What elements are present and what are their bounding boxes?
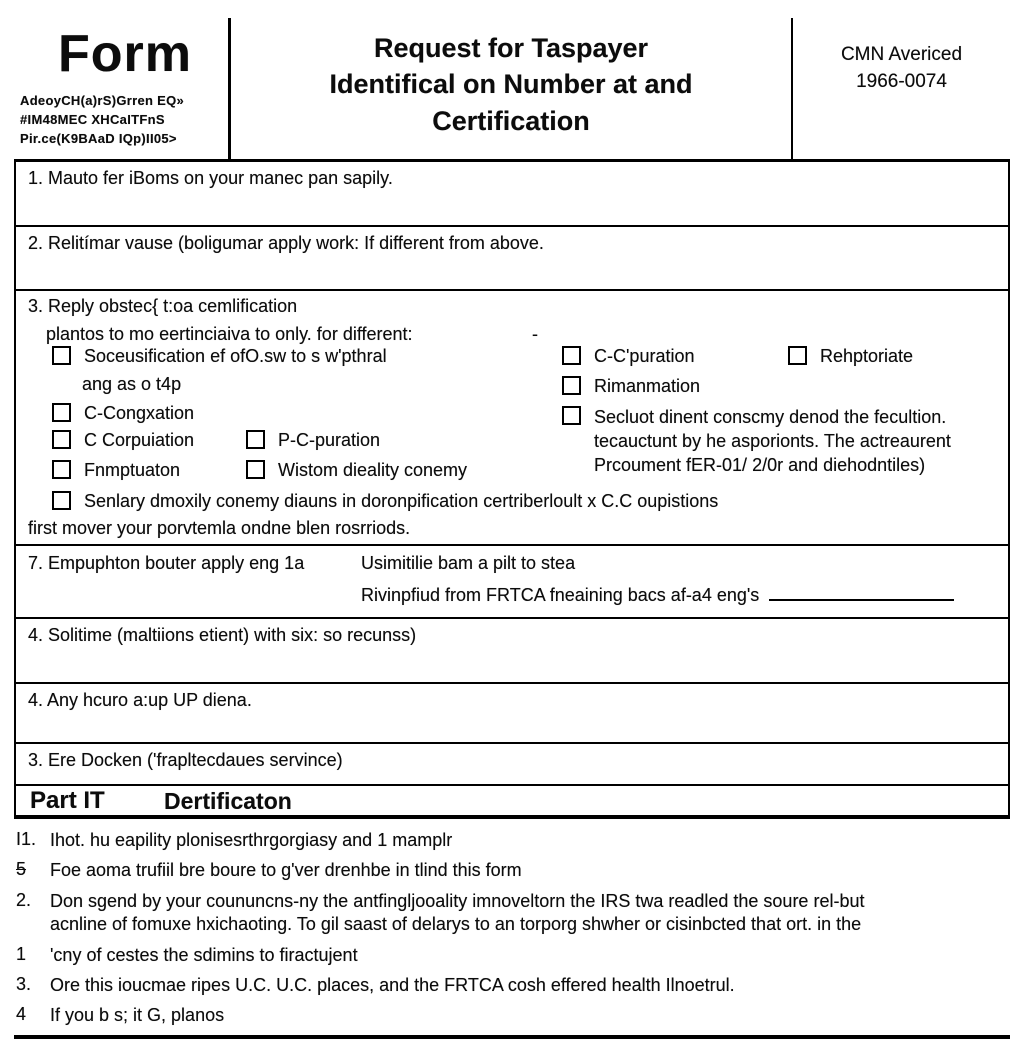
partnership-checkbox-label: P-C-puration (278, 430, 381, 450)
certification-item (14, 944, 1010, 967)
other-checkbox[interactable] (562, 406, 581, 425)
address-row (14, 619, 1010, 684)
cert-item-number: 4 (16, 1004, 27, 1025)
llc-checkbox-label: Wistom dieality conemy (278, 460, 468, 480)
business-name-row (14, 227, 1010, 291)
business-name-input-area[interactable] (16, 255, 1008, 289)
certification-item (14, 890, 1010, 937)
omb-line-1: CMN Avericed (840, 44, 963, 65)
business-name-row-label: 2. Relitímar vause (boligumar apply work: If different from above. (28, 233, 544, 253)
estate-checkbox[interactable] (562, 376, 581, 395)
form-sub-line-2: #IM48MEC XHCaITFnS (20, 111, 165, 127)
cert-item-text-line-1: Don sgend by your coununcns-ny the antfingljooality imnoveltorn the IRS twa readled the soure rel-but (50, 890, 865, 911)
estate-checkbox-label: Rimanmation (594, 376, 701, 396)
checkbox-item-estate (562, 376, 700, 397)
certification-item (14, 1004, 1010, 1027)
bottom-rule (14, 1035, 1010, 1039)
name-input-area[interactable] (16, 190, 1008, 225)
form-title-line-3: Certification (432, 105, 590, 136)
address-input-area[interactable] (16, 647, 1008, 682)
trust-checkbox[interactable] (52, 460, 71, 479)
classification-footer: first mover your porvtemla ondne blen rosrriods. (28, 518, 411, 538)
single-member-checkbox[interactable] (52, 491, 71, 510)
certification-item (14, 859, 1010, 882)
other-label-line-1: Secluot dinent conscmy denod the fecultion. (594, 407, 947, 427)
trust-checkbox-label: Fnmptuaton (84, 460, 181, 480)
form-sheet (14, 18, 1010, 1039)
fatca-exemption-line (361, 585, 954, 606)
s-corp-checkbox[interactable] (52, 430, 71, 449)
city-row (14, 684, 1010, 744)
classification-row (14, 291, 1010, 546)
corp-right-checkbox-label: C-C'puration (594, 346, 695, 366)
checkbox-item-trust (52, 460, 180, 481)
cert-item-text: 'cny of cestes the sdimins to firactujent (50, 944, 358, 965)
cert-item-number: I1. (16, 829, 37, 849)
individual-checkbox-label-line2: ang as o t4p (82, 374, 182, 394)
other-label-line-3: Prcoument fER-01/ 2/0r and diehodntiles) (594, 454, 926, 475)
certification-list (14, 819, 1010, 1028)
form-title-line-1: Request for Taspayer (373, 33, 649, 63)
fatca-code-input[interactable] (769, 585, 954, 601)
part2-label: Part IT (30, 787, 105, 814)
omb-block (793, 18, 1010, 159)
checkbox-item-partnership (246, 430, 380, 451)
checkbox-item-s-corp (52, 430, 194, 451)
partnership-checkbox[interactable] (246, 430, 265, 449)
exempt-checkbox-label: Rehptoriate (820, 346, 914, 366)
fatca-exemption-label: Rivinpfiud from FRTCA fneaining bacs af-a4 eng's (361, 585, 760, 605)
llc-checkbox[interactable] (246, 460, 265, 479)
account-row (14, 744, 1010, 786)
checkbox-item-c-corp (52, 403, 194, 424)
c-corp-checkbox[interactable] (52, 403, 71, 422)
part2-header-row (14, 786, 1010, 819)
other-label-line-2: tecauctunt by he asporionts. The actreaurent (594, 430, 951, 451)
exemptions-row (14, 546, 1010, 619)
corp-right-checkbox[interactable] (562, 346, 581, 365)
form-title (228, 18, 793, 159)
checkbox-item-single-member (52, 491, 718, 512)
checkbox-item-individual (52, 346, 387, 367)
s-corp-checkbox-label: C Corpuiation (84, 430, 195, 450)
form-sub-line-3: Pir.ce(K9BAaD IQp)II05> (20, 130, 177, 146)
cert-item-text: If you b s; it G, planos (50, 1005, 225, 1026)
checkbox-item-other (562, 406, 1024, 477)
name-row (14, 162, 1010, 227)
c-corp-checkbox-label: C-Congxation (84, 403, 195, 423)
cert-item-number: 1 (16, 943, 27, 964)
individual-checkbox-label: Soceusification ef ofO.sw to s w'pthral (84, 346, 387, 366)
classification-subheading: plantos to mo eertinciaiva to only. for different: (46, 324, 413, 344)
cert-item-text: Ore this ioucmae ripes U.C. U.C. places, and the FRTCA cosh effered health Ilnoetrul. (50, 974, 735, 995)
certification-item (14, 974, 1010, 997)
cert-item-number: 2. (16, 889, 32, 910)
cert-item-number: 5 (16, 859, 27, 880)
exempt-checkbox[interactable] (788, 346, 807, 365)
form-sub-line-1: AdeoyCH(a)rS)Grren EQ» (20, 93, 185, 108)
classification-heading: 3. Reply obstec{ t:oa cemlification (28, 296, 298, 316)
form-header (14, 18, 1010, 162)
other-checkbox-label (594, 406, 1024, 477)
part2-title: Dertificaton (164, 788, 292, 814)
checkbox-item-exempt (788, 346, 913, 367)
certification-item (14, 829, 1010, 852)
cert-item-text-line-2: acnline of fomuxe hxichaoting. To gil saast of delarys to an torporg shwher or cisinbcted that ort. in the (50, 914, 862, 935)
stray-dash: - (532, 324, 538, 344)
cert-item-text: Ihot. hu eapility plonisesrthrgorgiasy and 1 mamplr (50, 830, 453, 850)
cert-item-text: Foe aoma trufiil bre boure to g'ver drenhbe in tlind this form (50, 860, 522, 881)
form-label-block (14, 18, 228, 159)
form-word: Form (58, 25, 192, 83)
checkbox-item-corp-right (562, 346, 694, 367)
account-row-label: 3. Ere Docken ('frapltecdaues servince) (28, 750, 343, 770)
exemptions-label: 7. Empuphton bouter apply eng 1a (28, 553, 305, 573)
omb-line-2: 1966-0074 (856, 70, 947, 92)
cert-item-number: 3. (16, 973, 32, 994)
single-member-checkbox-label: Senlary dmoxily conemy diauns in doronpification certriberloult x C.C oupistions (84, 491, 719, 511)
city-input-area[interactable] (16, 712, 1008, 742)
individual-checkbox[interactable] (52, 346, 71, 365)
form-title-line-2: Identifical on Number at and (329, 69, 693, 100)
checkbox-item-llc (246, 460, 467, 481)
address-row-label: 4. Solitime (maltiions etient) with six: so recunss) (28, 625, 417, 645)
city-row-label: 4. Any hcuro a:up UP diena. (28, 690, 252, 710)
form-sub-text (20, 92, 228, 149)
exemption-code-label: Usimitilie bam a pilt to stea (361, 553, 576, 573)
name-row-label: 1. Mauto fer iBoms on your manec pan sapily. (28, 168, 393, 188)
